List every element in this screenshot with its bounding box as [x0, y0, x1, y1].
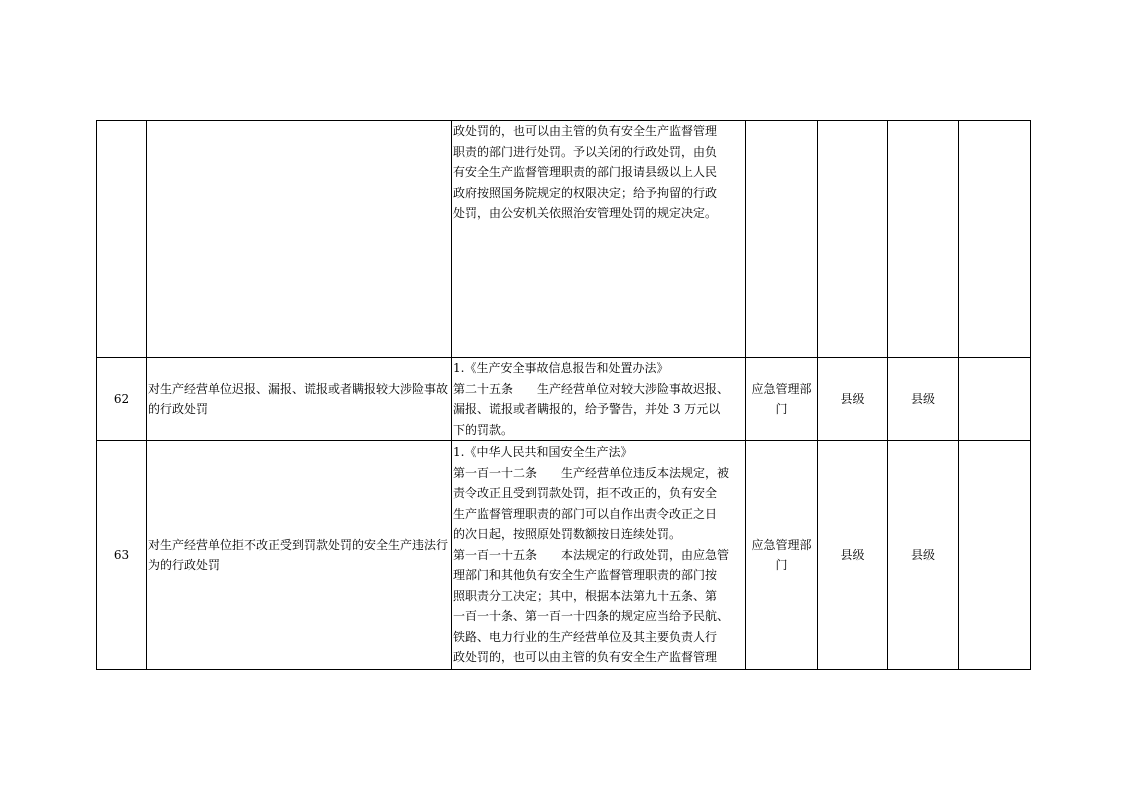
basis-line: 政处罚的，也可以由主管的负有安全生产监督管理: [453, 650, 718, 665]
basis-line: 政府按照国务院规定的权限决定；给予拘留的行政: [453, 185, 718, 200]
row-number-cell: 63: [97, 441, 147, 670]
department-cell: 应急管理部门: [746, 358, 818, 441]
legal-basis-cell: [452, 441, 746, 670]
basis-line: 政处罚的，也可以由主管的负有安全生产监督管理: [453, 124, 718, 138]
row-number-cell: 62: [97, 358, 147, 441]
basis-line: 一百一十条、第一百一十四条的规定应当给予民航、: [453, 609, 730, 624]
table-row: [97, 441, 1031, 670]
item-name-cell: 对生产经营单位拒不改正受到罚款处罚的安全生产违法行为的行政处罚: [147, 441, 452, 670]
level-cell: 县级: [818, 358, 888, 441]
note-cell: [959, 441, 1031, 670]
legal-basis-cell: [452, 121, 746, 358]
table-row: [97, 358, 1031, 441]
basis-line: 第二十五条 生产经营单位对较大涉险事故迟报、: [453, 381, 730, 396]
table-row: [97, 121, 1031, 358]
basis-line: 理部门和其他负有安全生产监督管理职责的部门按: [453, 568, 718, 583]
basis-line: 责令改正且受到罚款处罚，拒不改正的，负有安全: [453, 486, 718, 501]
basis-line: 有安全生产监督管理职责的部门报请县级以上人民: [453, 165, 718, 179]
item-name-cell: 对生产经营单位迟报、漏报、谎报或者瞒报较大涉险事故的行政处罚: [147, 358, 452, 441]
item-name-cell: [147, 121, 452, 358]
basis-line: 1.《中华人民共和国安全生产法》: [453, 445, 633, 460]
basis-line: 生产监督管理职责的部门可以自作出责令改正之日: [453, 506, 718, 521]
basis-line: 漏报、谎报或者瞒报的，给予警告，并处 3 万元以: [453, 402, 721, 416]
basis-line: 1.《生产安全事故信息报告和处置办法》: [453, 361, 669, 375]
level-cell: [888, 121, 959, 358]
basis-line: 铁路、电力行业的生产经营单位及其主要负责人行: [453, 629, 718, 644]
basis-line: 下的罚款。: [453, 422, 514, 437]
penalty-table: [96, 120, 1031, 670]
level-cell: 县级: [888, 441, 959, 670]
basis-line: 处罚，由公安机关依照治安管理处罚的规定决定。: [453, 206, 718, 220]
level-cell: 县级: [818, 441, 888, 670]
basis-line: 第一百一十二条 生产经营单位违反本法规定，被: [453, 465, 730, 480]
basis-line: 第一百一十五条 本法规定的行政处罚，由应急管: [453, 547, 730, 562]
department-cell: [746, 121, 818, 358]
level-cell: [818, 121, 888, 358]
row-number-cell: [97, 121, 147, 358]
legal-basis-cell: [452, 358, 746, 441]
basis-line: 职责的部门进行处罚。予以关闭的行政处罚，由负: [453, 144, 718, 159]
basis-line: 的次日起，按照原处罚数额按日连续处罚。: [453, 527, 682, 542]
note-cell: [959, 121, 1031, 358]
level-cell: 县级: [888, 358, 959, 441]
note-cell: [959, 358, 1031, 441]
department-cell: 应急管理部门: [746, 441, 818, 670]
basis-line: 照职责分工决定；其中，根据本法第九十五条、第: [453, 588, 718, 603]
